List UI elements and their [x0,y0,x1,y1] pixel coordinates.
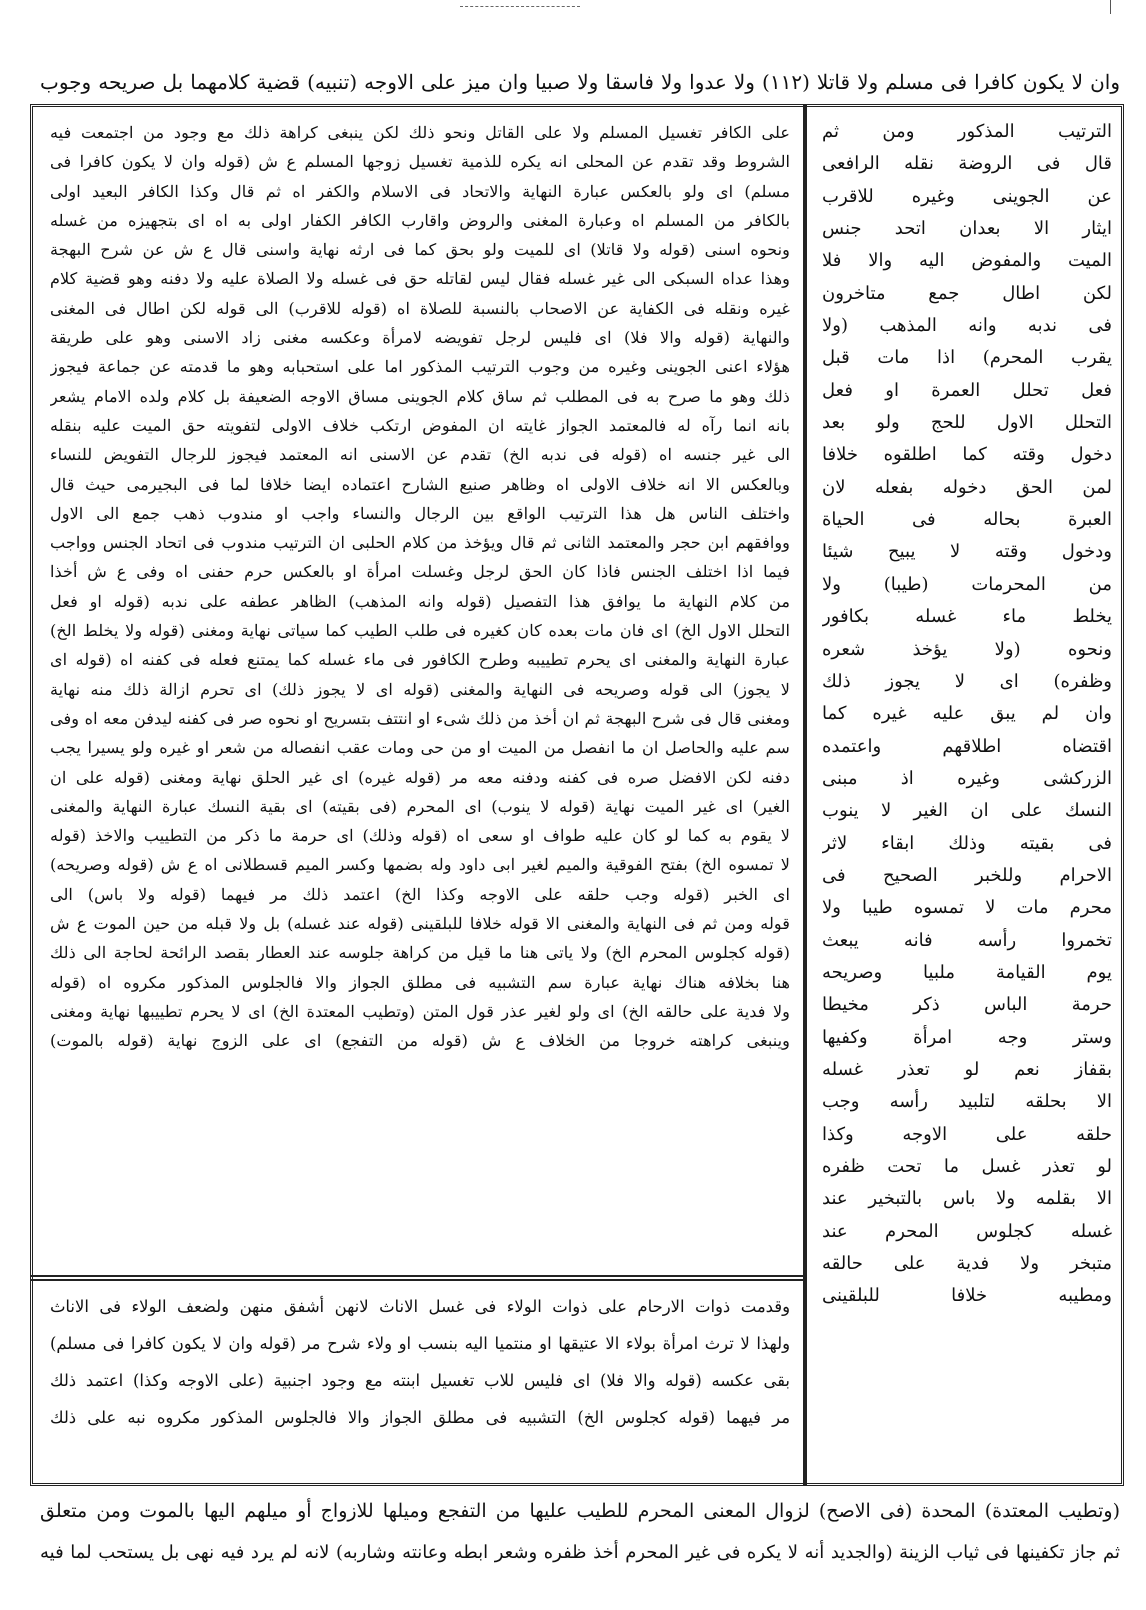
matn-line: اقتضاه اطلاقهم واعتمده [822,735,1112,757]
commentary-line: لا تمسوه الخ) بفتح الفوقية والميم لغير ابى داود وله بضمها وكسر الميم قسطلانى اه ع ش (قوله وصريحه) [50,855,790,875]
commentary-line: فيما اذا اختلف الجنس فاذا كان الحق لرجل وغسلت امرأة او بالعكس حرم حفنى اه وفى ع ش أخذا [50,562,790,582]
commentary-line: عبارة النهاية والمغنى اى يحرم تطييبه وطرح الكافور فى ماء غسله كما يمتنع فعله فى كفنه اه (قوله اى [50,650,790,670]
matn-line: من المحرمات (طيبا) ولا [822,573,1112,595]
commentary-line: وينبغى كراهته خروجا من الخلاف ع ش (قوله من التفجع) اى على الزوج نهاية (قوله بالموت) [50,1031,790,1051]
commentary-line: (قوله كجلوس المحرم الخ) ولا ياتى هنا ما قيل من كراهة جلوسه عند العطار بقصد الرائحة لحاجة الى ذلك [50,943,790,963]
matn-line: قال فى الروضة نقله الرافعى [822,153,1112,175]
matn-line: الترتيب المذكور ومن ثم [822,121,1112,142]
footnote-line: مر فيهما (قوله كجلوس الخ) التشبيه فى مطلق الجواز والا فالجلوس المذكور مكروه نبه على ذلك [50,1408,790,1427]
commentary-line: وهذا عداه السبكى الى غير غسله فقال ليس لقاتله حق فى غسله ولا الصلاة عليه ولا دفنه وهو قضية كلام [50,269,790,289]
commentary-line: بانه انما رآه له فالمعتمد الجواز غايته ان المفوض ارتكب خلاف الاولى لتفويته حق الميت عليه بنقله [50,415,790,435]
commentary-line: مسلم) اى ولو بالعكس عبارة النهاية والاتحاد فى الاسلام والكفر اه ثم قال وكذا الكافر البعيد اولى [50,181,790,201]
matn-line: ومطيبه خلافا للبلقينى [822,1285,1112,1307]
bottom-matn-line: (وتطيب المعتدة) المحدة (فى الاصح) لزوال المعنى المحرم للطيب عليها من التفجع وميلها للازواج أو ميلهم اليها بالموت ومن متعلق [40,1500,1120,1522]
matn-line: فى ندبه وانه المذهب (ولا [822,315,1112,337]
commentary-line: الغير) اى غير الميت نهاية (قوله لا ينوب) اى المحرم (فى بقيته) اى بقية النسك عبارة النهاية والمغنى [50,796,790,816]
matn-line: يوم القيامة ملبيا وصريحه [822,961,1112,983]
matn-line: يخلط ماء غسله بكافور [822,606,1112,628]
matn-line: الا بقلمه ولا باس بالتبخير عند [822,1188,1112,1210]
matn-line: الاحرام وللخبر الصحيح فى [822,864,1112,886]
top-scan-mark [460,6,580,7]
commentary-line: هؤلاء اعنى الجوينى وغيره من وجوب الترتيب المذكور اما على استحبابه وهو ما قدمته عن جماعة فيجوز [50,357,790,377]
matn-line: بقفاز نعم لو تعذر غسله [822,1058,1112,1080]
matn-line: التحلل الاول للحج ولو بعد [822,412,1112,434]
running-header: وان لا يكون كافرا فى مسلم ولا قاتلا (١١٢) ولا عدوا ولا فاسقا ولا صبيا وان ميز على الاوجه (تنبيه) قضية كلامهما بل صريحه وجوب [40,70,1120,94]
commentary-line: على الكافر تغسيل المسلم ولا على القاتل ونحو ذلك لكن ينبغى كراهة ذلك مع وجود من اجتمعت فيه [50,123,790,142]
matn-line: الزركشى وغيره اذ مبنى [822,767,1112,789]
matn-line: لو تعذر غسل ما تحت ظفره [822,1156,1112,1177]
commentary-line: هنا بخلافه هناك نهاية عبارة سم التشبيه فى مطلق الجواز والا فالجلوس المذكور مكروه اه (قوله [50,972,790,992]
matn-line: وستر وجه امرأة وكفيها [822,1026,1112,1048]
commentary-line: بالكافر من المسلم اه وعبارة المغنى والروض واقارب الكافر الكفار اولى به اه اى بتجهيزه من غسله [50,210,790,230]
commentary-line: ذلك وهو ما صرح به فى المطلب ثم ساق كلام الجوينى مساق الاوجه الضعيفة بل كلام ولده الامام يشعر [50,386,790,406]
commentary-line: من كلام النهاية ما يوافق هذا التفصيل (قوله وانه المذهب) الظاهر عطفه على ندبه (قوله او فعل [50,591,790,611]
matn-line: فى بقيته وذلك ابقاء لاثر [822,832,1112,854]
matn-line: الميت والمفوض اليه والا فلا [822,250,1112,272]
commentary-line: التحلل الاول الخ) اى فان مات بعده كان كغيره فى طلب الطيب كما سياتى نهاية ومغنى (قوله ولا يخلط الخ) [50,621,790,641]
matn-line: وان لم يبق عليه غيره كما [822,703,1112,725]
commentary-line: لا يقوم به كما لو كان عليه طواف او سعى اه (قوله وذلك) اى حرمة ما ذكر من التطييب والاخذ (قوله [50,826,790,846]
matn-line: دخول وقته كما اطلقوه خلافا [822,444,1112,466]
commentary-line: اى الخبر (قوله وجب حلقه على الاوجه وكذا الخ) اعتمد ذلك مر فيهما (قوله ولا باس) الى [50,884,790,904]
footnote-line: بقى عكسه (قوله والا فلا) اى فليس للاب تغسيل ابنته مع وجود اجنبية (على الاوجه وكذا) اعتمد ذلك [50,1371,790,1390]
commentary-line: لا يجوز) الى قوله وصريحه فى النهاية والمغنى (قوله اى لا يجوز ذلك) اى تحرم ازالة ذلك منه نهاية [50,679,790,699]
matn-line: ونحوه (ولا يؤخذ شعره [822,638,1112,660]
matn-line: متبخر ولا فدية على حالقه [822,1253,1112,1275]
corner-scan-mark [1100,0,1111,14]
matn-column [822,116,1112,1313]
commentary-line: ووافقهم ابن حجر والمعتمد الثانى ثم قال ويؤخذ من كلام الحلبى ان الترتيب مندوب فى اتحاد الجنس وواجب [50,533,790,553]
bottom-matn-line: ثم جاز تكفينها فى ثياب الزينة (والجديد أنه لا يكره فى غير المحرم أخذ ظفره وشعر ابطه وعانته وشاربه) لانه لم يرد فيه نهى بل يستحب لما فيه [40,1542,1120,1563]
matn-line: يقرب المحرم) اذا مات قبل [822,347,1112,369]
commentary-line: واختلف الناس هل هذا الترتيب الواقع بين الرجال والنساء واجب او مندوب ذهب جمع الى الاول [50,503,790,523]
commentary-line: غيره ونقله فى الكفاية عن الاصحاب بالنسبة للصلاة اه (قوله للاقرب) الى قوله لكن اطال فى المغنى [50,298,790,318]
commentary-line: ولا فدية على حالقه الخ) اى ولو لغير عذر قول المتن (وتطيب المعتدة الخ) اى لا يحرم تطييبها نهاية ومغنى [50,1001,790,1021]
matn-line: عن الجوينى وغيره للاقرب [822,185,1112,207]
matn-line: النسك على ان الغير لا ينوب [822,800,1112,822]
matn-line: العبرة بحاله فى الحياة [822,509,1112,531]
matn-line: ايثار الا بعدان اتحد جنس [822,218,1112,240]
bottom-matn-block [40,1490,1120,1574]
matn-line: لمن الحق دخوله بفعله لان [822,476,1112,498]
matn-line: الا بحلقه لتلبيد رأسه وجب [822,1091,1112,1113]
footnote-line: ولهذا لا ترث امرأة بولاء الا عتيقها او منتميا اليه بنسب او ولاء شرح مر (قوله وان لا يكون كافرا فى مسلم) [50,1334,790,1353]
commentary-line: ومغنى قال فى شرح البهجة ثم ان أخذ من ذلك شىء او انتتف بتسريح او نحوه صر فى كفنه ليدفن معه اه وفى [50,708,790,728]
commentary-line: ونحوه اسنى (قوله ولا قاتلا) اى للميت ولو بحق كما فى ارثه نهاية واسنى قال ع ش عن شرح البهجة [50,240,790,260]
matn-line: فعل تحلل العمرة او فعل [822,379,1112,401]
commentary-line: الشروط وقد تقدم عن المحلى انه يكره للذمية تغسيل زوجها المسلم ع ش (قوله وان لا يكون كافرا فى [50,152,790,172]
matn-line: حلقه على الاوجه وكذا [822,1123,1112,1145]
matn-line: لكن اطال جمع متاخرون [822,282,1112,304]
footnote-block [50,1288,790,1436]
commentary-line: قوله ومن ثم فى النهاية والمغنى الا قوله خلافا للبلقينى (قوله عند غسله) بل ولا قبله من حين الموت ع ش [50,914,790,934]
matn-line: وظفره) اى لا يجوز ذلك [822,670,1112,692]
matn-line: غسله كجلوس المحرم عند [822,1220,1112,1242]
commentary-line: الى غير جنسه اه (قوله فى ندبه الخ) تقدم عن الاسنى انه المعتمد فيجوز للرجال التفويض للنساء [50,445,790,465]
commentary-line: سم عليه والحاصل ان ما انفصل من الميت او من حى ومات عقب انفصاله من شعر او غيره ولو يسيرا يجب [50,738,790,758]
matn-line: تخمروا رأسه فانه يبعث [822,929,1112,951]
matn-line: ودخول وقته لا يبيح شيئا [822,541,1112,563]
footnote-divider [30,1275,806,1281]
commentary-line: وبالعكس الا انه خلاف الاولى اه وظاهر صنيع الشارح اعتماده ايضا خلافا لما فى البجيرمى حيث قال [50,474,790,494]
matn-line: محرم مات لا تمسوه طيبا ولا [822,897,1112,919]
commentary-line: دفنه لكن الافضل صره فى كفنه ودفنه معه مر (قوله غيره) اى غير الحلق نهاية ومغنى (قوله على ان [50,767,790,787]
commentary-column [50,118,790,1056]
footnote-line: وقدمت ذوات الارحام على ذوات الولاء فى غسل الاناث لانهن أشفق منهن ولضعف الولاء فى الاناث [50,1297,790,1316]
commentary-line: والنهاية (قوله والا فلا) اى فليس لرجل تفويضه لامرأة وعكسه مغنى زاد الاسنى وهو على طريقة [50,328,790,348]
matn-line: حرمة الباس ذكر مخيطا [822,994,1112,1016]
